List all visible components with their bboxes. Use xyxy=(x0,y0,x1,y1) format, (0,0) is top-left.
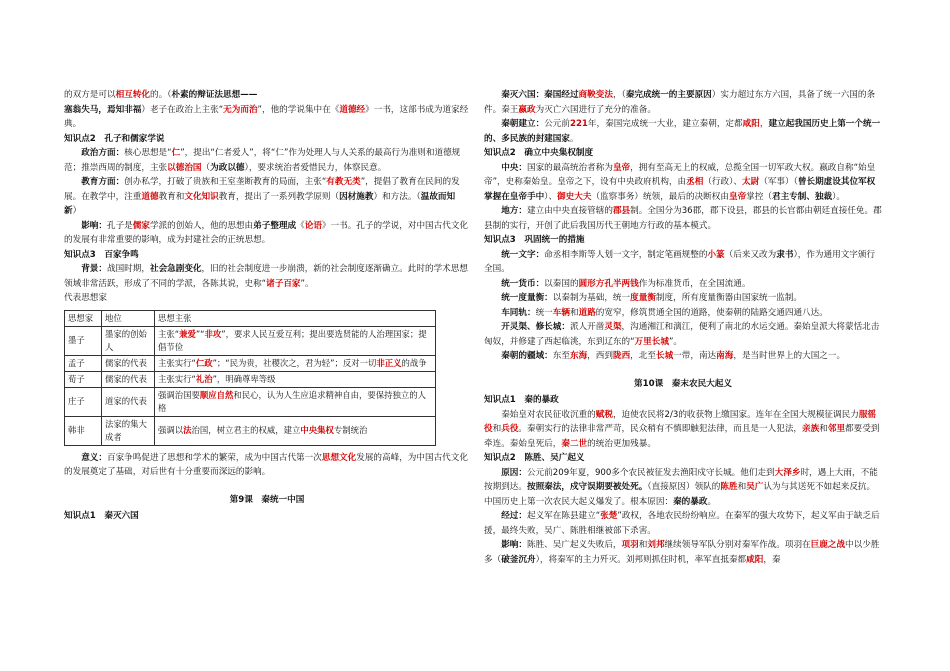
script-paragraph: 统一文字：命丞相李斯等人划一文字，制定笔画规整的小篆（后来又改为隶书），作为通用文字颁行全国。 xyxy=(484,249,876,274)
table-row xyxy=(65,371,436,387)
table-caption: 代表思想家 xyxy=(64,293,107,303)
kp3-heading: 知识点3 百家争鸣 xyxy=(64,249,139,260)
thinker-status: 儒家的代表 xyxy=(102,355,155,371)
impact-paragraph: 影响：陈胜、吴广起义失败后，项羽和刘邦继续领导军队分别对秦军作战。项羽在巨鹿之战中以少胜多（破釜沉舟），将秦军的主力歼灭。刘邦则抓住时机，率军直抵秦都咸阳，秦 xyxy=(484,540,880,565)
thinker-idea: 主张“兼爱”“非攻”，要求人民互爱互利；提出要选贤能的人治理国家；提倡节俭 xyxy=(155,326,436,355)
r-kp2-heading: 知识点2 确立中央集权制度 xyxy=(484,148,594,158)
thinker-idea: 强调以法治国，树立君主的权威，建立中央集权专制统治 xyxy=(155,416,436,445)
thinker-name: 墨子 xyxy=(65,326,102,355)
table-row xyxy=(65,355,436,371)
intro-line-1: 的双方是可以相互转化的。（朴素的辩证法思想—— xyxy=(64,90,258,100)
table-row xyxy=(65,387,436,416)
roads-paragraph: 车同轨：统一车辆和道路的宽窄，修筑贯通全国的道路，使秦朝的陆路交通四通八达。 xyxy=(501,307,828,318)
thinker-name: 韩非 xyxy=(65,416,102,445)
intro-line-2: 塞翁失马，焉知非福）老子在政治上主张“无为而治”，他的学说集中在《道德经》一书，这部书成为道家经典。 xyxy=(64,104,469,129)
thinker-status: 儒家的代表 xyxy=(102,371,155,387)
lesson9-kp1-heading: 知识点1 秦灭六国 xyxy=(64,511,139,521)
qin-founding-paragraph: 秦朝建立：公元前221年，秦国完成统一大业，建立秦朝，定都咸阳，建立起我国历史上第一个统一的、多民族的封建国家。 xyxy=(484,119,881,144)
politics-paragraph: 政治方面：核心思想是“仁”，提出“仁者爱人”，将“仁”作为处理人与人关系的最高行为准则和道德规范；推崇西周的制度，主张以德治国（为政以德），要求统治者爱惜民力，体察民意。 xyxy=(64,148,461,173)
education-paragraph: 教育方面：创办私学，打破了贵族和王室垄断教育的局面，主张“有教无类”，提倡了教育在民间的发展。在教学中，注重道德教育和文化知识教育，提出了一系列教学原则（因材施教）和方法。（温故而知新） xyxy=(64,177,460,216)
course-paragraph: 经过：起义军在陈县建立“张楚”政权，各地农民纷纷响应。在秦军的强大攻势下，起义军由于缺乏后援，最终失败，吴广、陈胜相继被部下杀害。 xyxy=(484,511,880,536)
header-status: 地位 xyxy=(102,310,155,326)
currency-paragraph: 统一货币：以秦国的圆形方孔半两钱作为标准货币，在全国流通。 xyxy=(501,278,751,289)
local-paragraph: 地方：建立由中央直接管辖的郡县制。全国分为36郡，郡下设县，郡县的长官都由朝廷直接任免。郡县制的实行，开创了此后我国历代王朝地方行政的基本模式。 xyxy=(484,206,882,231)
table-row xyxy=(65,416,436,445)
background-paragraph: 背景：战国时期，社会急剧变化，旧的社会制度进一步崩溃，新的社会制度逐渐确立。此时的学术思想领域非常活跃，形成了不同的学派，各陈其说，史称“诸子百家”。 xyxy=(64,264,468,289)
significance-paragraph: 意义：百家争鸣促进了思想和学术的繁荣，成为中国古代第一次思想文化发展的高峰，为中国古代文化的发展奠定了基础，对后世有十分重要而深远的影响。 xyxy=(64,452,468,477)
table-header-row xyxy=(65,310,436,326)
header-thinker: 思想家 xyxy=(65,310,102,326)
central-paragraph: 中央：国家的最高统治者称为皇帝，拥有至高无上的权威，总揽全国一切军政大权。嬴政自称“始皇帝”，史称秦始皇。皇帝之下，设有中央政府机构，由丞相（行政）、太尉（军事）（曾长期虚设其位军权掌握在皇帝手中）、御史大夫（监察事务）统领，最后的决断权由皇帝掌控（君主专制、独裁）。 xyxy=(484,162,876,202)
canal-wall-paragraph: 开灵渠、修长城：派人开凿灵渠，沟通湘江和漓江，便利了南北的水运交通。秦始皇派大将蒙恬北击匈奴，并修建了西起临洮，东到辽东的“万里长城”。 xyxy=(484,322,880,347)
right-column xyxy=(484,88,882,567)
lesson9-title: 第9课 秦统一中国 xyxy=(229,494,305,505)
r-kp3-heading: 知识点3 巩固统一的措施 xyxy=(484,235,585,245)
lesson10-title: 第10课 秦末农民大起义 xyxy=(634,378,732,389)
table-row xyxy=(65,326,436,355)
qin-unification-paragraph: 秦灭六国：秦国经过商鞅变法，（秦完成统一的主要原因）实力超过东方六国，具备了统一六国的条件。秦王嬴政为灭亡六国进行了充分的准备。 xyxy=(484,90,876,115)
thinker-status: 法家的集大成者 xyxy=(102,416,155,445)
thinker-idea: 主张实行“礼治”，明确尊卑等级 xyxy=(155,371,436,387)
thinker-name: 庄子 xyxy=(65,387,102,416)
thinker-idea: 强调治国要顺应自然和民心，认为人生应追求精神自由，要保持独立的人格 xyxy=(155,387,436,416)
thinker-name: 荀子 xyxy=(65,371,102,387)
measures-paragraph: 统一度量衡：以秦制为基础，统一度量衡制度，所有度量衡器由国家统一监制。 xyxy=(501,293,803,303)
lesson10-kp2-heading: 知识点2 陈胜、吴广起义 xyxy=(484,453,585,463)
left-column xyxy=(64,88,470,524)
thinkers-table xyxy=(64,310,436,446)
thinker-idea: 主张实行“仁政”；“民为贵，社稷次之，君为轻”；反对一切非正义的战争 xyxy=(155,355,436,371)
cause-paragraph: 原因：公元前209年夏，900多个农民被征发去渔阳戍守长城。他们走到大泽乡时，遇上大雨，不能按期到达。按照秦法，戍守误期要被处死。（直接原因）领队的陈胜和吴广认为与其送死不如起来反抗。中国历史上第一次农民大起义爆发了。根本原因：秦的暴政。 xyxy=(484,467,878,507)
territory-paragraph: 秦朝的疆域：东至东海，西到陇西，北至长城一带，南达南海，是当时世界上的大国之一。 xyxy=(501,351,846,361)
header-idea: 思想主张 xyxy=(155,310,436,326)
lesson10-kp1-heading: 知识点1 秦的暴政 xyxy=(484,395,559,405)
tyranny-paragraph: 秦始皇对农民征收沉重的赋税，迫使农民将2/3的收获物上缴国家。连年在全国大规模征调民力服徭役和兵役。秦朝实行的法律非常严苛，民众稍有不慎即触犯法律，而且是一人犯法，亲族和邻里都要受到牵连。秦始皇死后，秦二世的统治更加残暴。 xyxy=(484,409,880,449)
kp2-heading: 知识点2 孔子和儒家学说 xyxy=(64,133,165,144)
influence-paragraph: 影响：孔子是儒家学派的创始人，他的思想由弟子整理成《论语》一书。孔子的学说，对中国古代文化的发展有非常重要的影响，成为封建社会的正统思想。 xyxy=(64,220,469,245)
thinker-name: 孟子 xyxy=(65,355,102,371)
thinker-status: 墨家的创始人 xyxy=(102,326,155,355)
thinker-status: 道家的代表 xyxy=(102,387,155,416)
